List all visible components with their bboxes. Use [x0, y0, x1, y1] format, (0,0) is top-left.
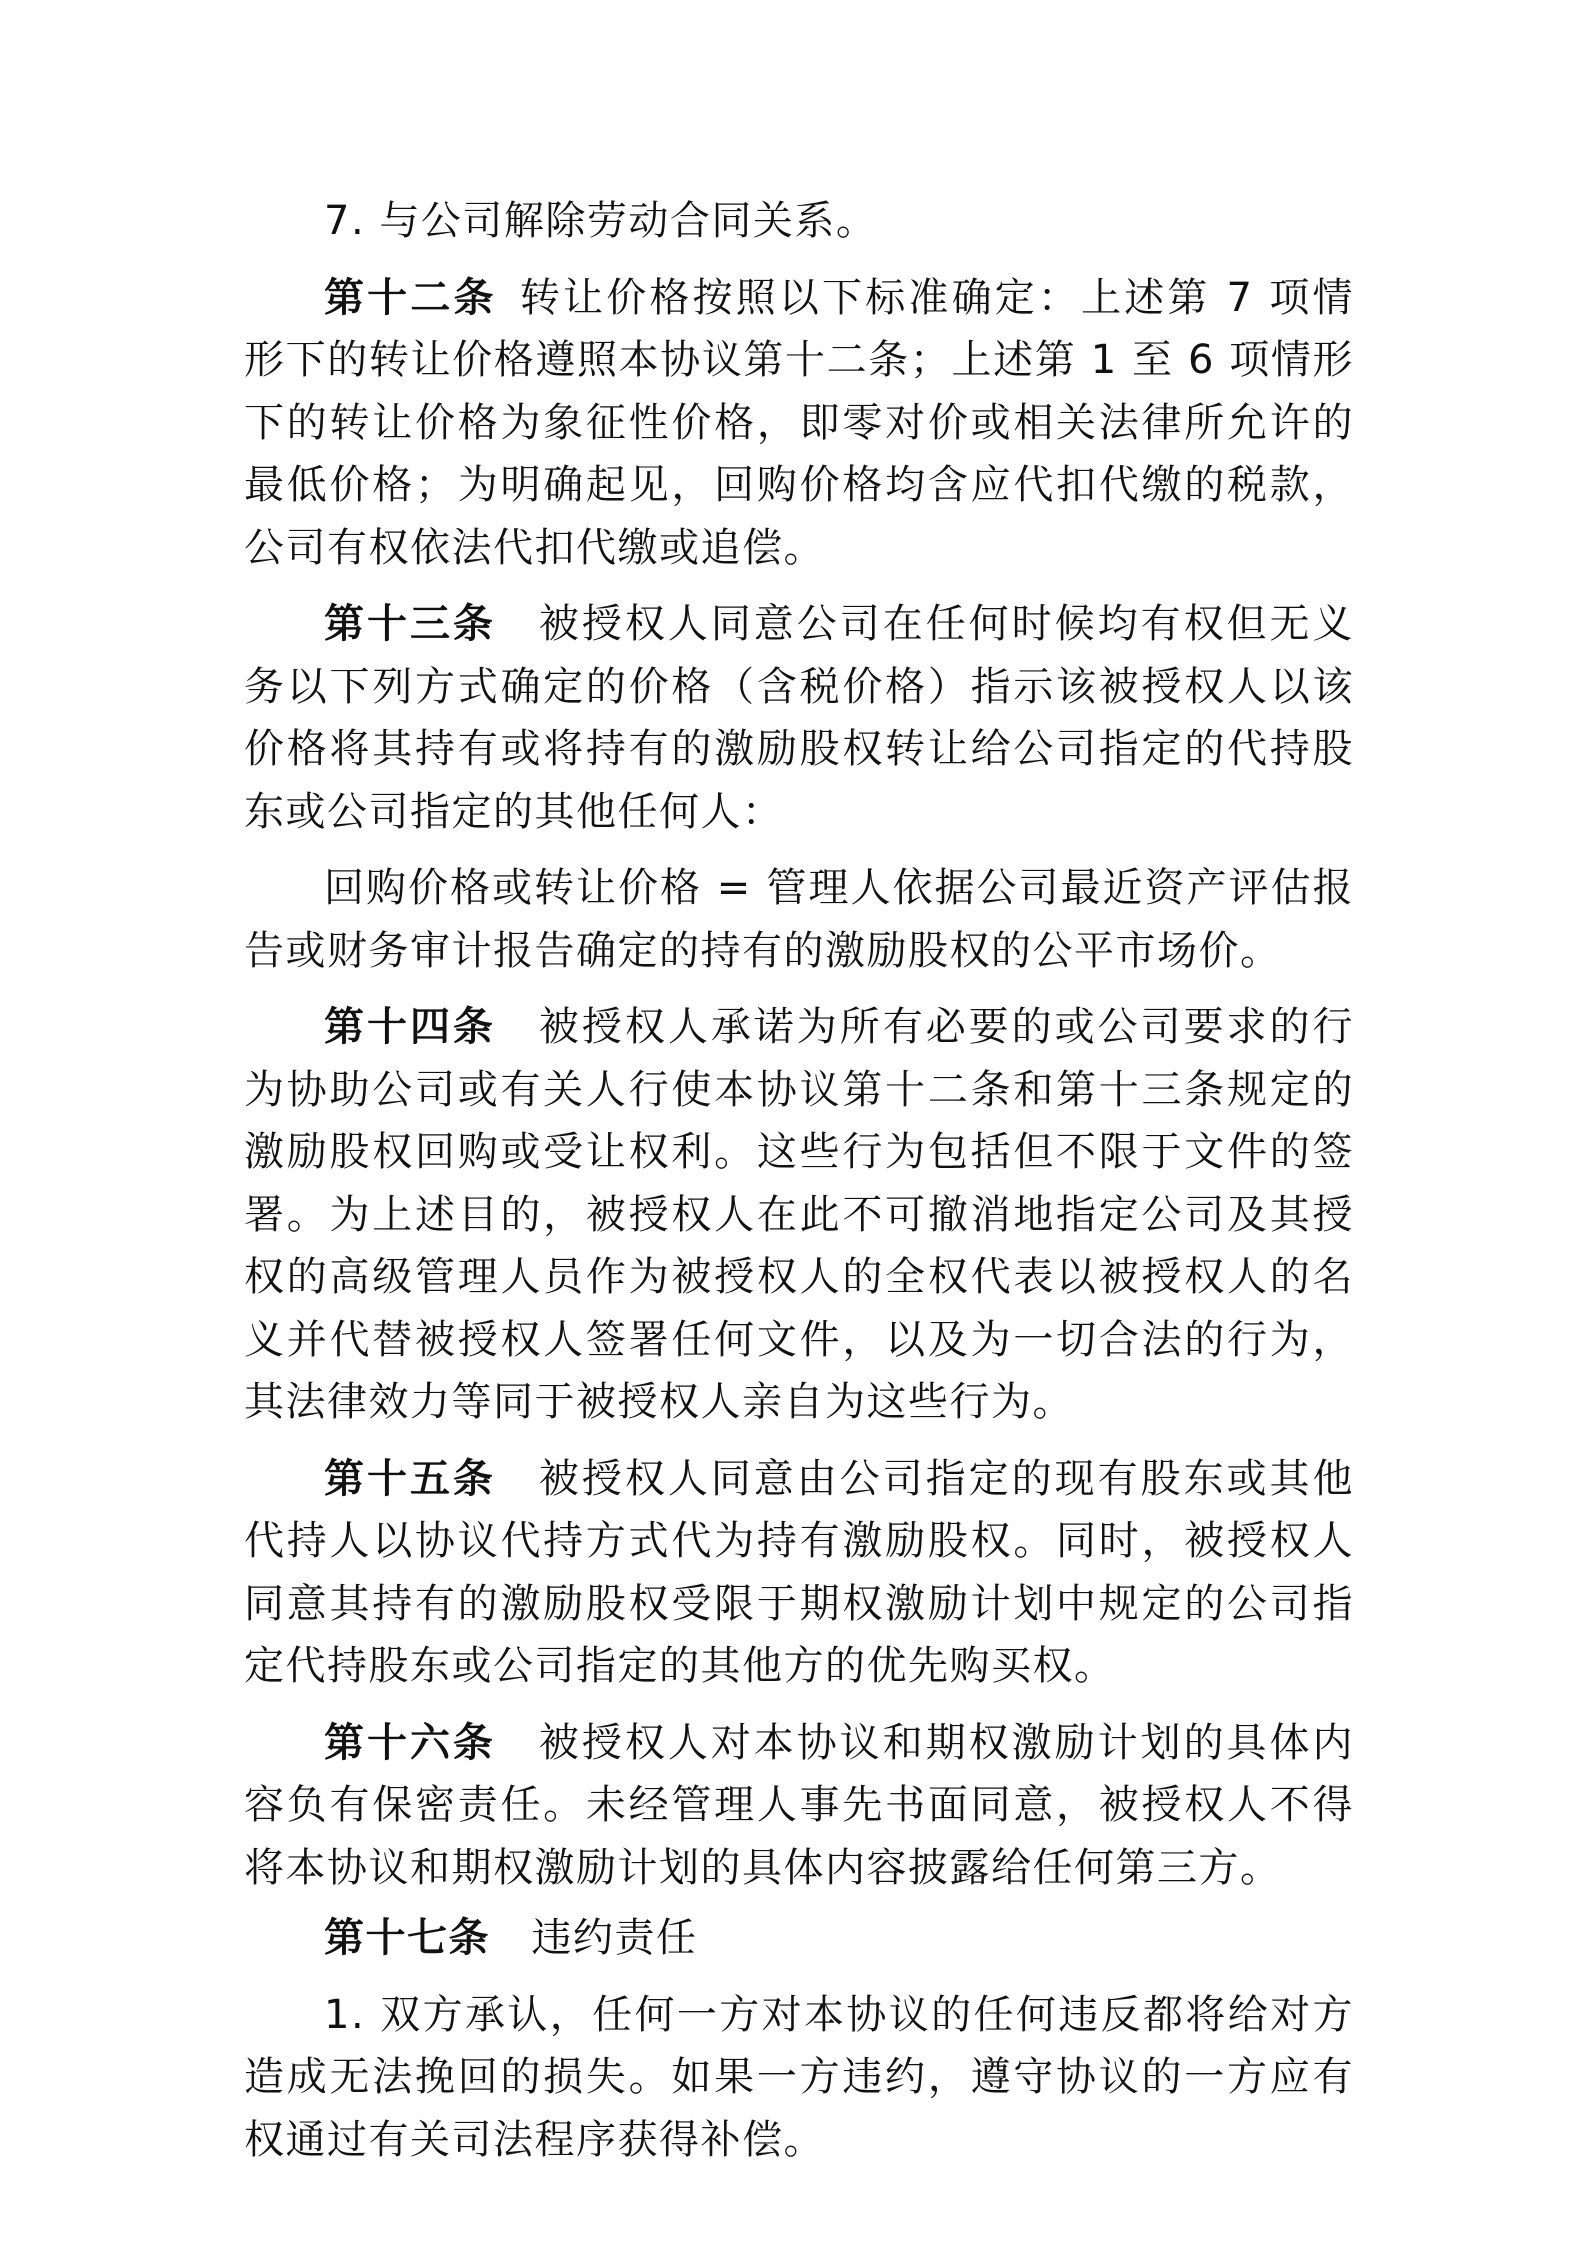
article-16-text: 被授权人对本协议和期权激励计划的具体内容负有保密责任。未经管理人事先书面同意，被授权人不得将本协议和期权激励计划的具体内容披露给任何第三方。 — [244, 1719, 1355, 1891]
article-14-text: 被授权人承诺为所有必要的或公司要求的行为协助公司或有关人行使本协议第十二条和第十三条规定的激励股权回购或受让权利。这些行为包括但不限于文件的签署。为上述目的，被授权人在此不可撤消地指定公司及其授权的高级管理人员作为被授权人的全权代表以被授权人的名义并代替被授权人签署任何文件，以及为一切合法的行为，其法律效力等同于被授权人亲自为这些行为。 — [244, 1004, 1355, 1425]
price-formula: 回购价格或转让价格 = 管理人依据公司最近资产评估报告或财务审计报告确定的持有的激励股权的公平市场价。 — [244, 865, 1354, 974]
clause-item-7: 7. 与公司解除劳动合同关系。 — [324, 198, 878, 244]
article-14-title: 第十四条 — [324, 1004, 496, 1050]
document-page — [244, 190, 1354, 2171]
article-13 — [244, 593, 1354, 843]
article-17-text: 违约责任 — [531, 1915, 698, 1961]
article-12-text: 转让价格按照以下标准确定：上述第 7 项情形下的转让价格遵照本协议第十二条；上述第 1 至 6 项情形下的转让价格为象征性价格，即零对价或相关法律所允许的最低价格；为明确起见，回购价格均含应代扣代缴的税款，公司有权依法代扣代缴或追偿。 — [244, 274, 1354, 571]
article-17-title: 第十七条 — [324, 1915, 490, 1961]
article-13-title: 第十三条 — [324, 601, 496, 647]
article-13-text: 被授权人同意公司在任何时候均有权但无义务以下列方式确定的价格（含税价格）指示该被授权人以该价格将其持有或将持有的激励股权转让给公司指定的代持股东或公司指定的其他任何人： — [244, 601, 1355, 835]
article-17 — [244, 1907, 1354, 1970]
article-14 — [244, 996, 1354, 1434]
article-16 — [244, 1712, 1354, 1900]
article-12-title: 第十二条 — [324, 274, 497, 321]
article-15 — [244, 1448, 1354, 1698]
article-15-text: 被授权人同意由公司指定的现有股东或其他代持人以协议代持方式代为持有激励股权。同时，被授权人同意其持有的激励股权受限于期权激励计划中规定的公司指定代持股东或公司指定的其他方的优先购买权。 — [244, 1455, 1355, 1689]
article-16-title: 第十六条 — [324, 1719, 496, 1766]
article-12 — [244, 267, 1354, 580]
breach-item-1: 1. 双方承认，任何一方对本协议的任何违反都将给对方造成无法挽回的损失。如果一方违约，遵守协议的一方应有权通过有关司法程序获得补偿。 — [244, 1991, 1354, 2163]
article-15-title: 第十五条 — [324, 1455, 496, 1502]
